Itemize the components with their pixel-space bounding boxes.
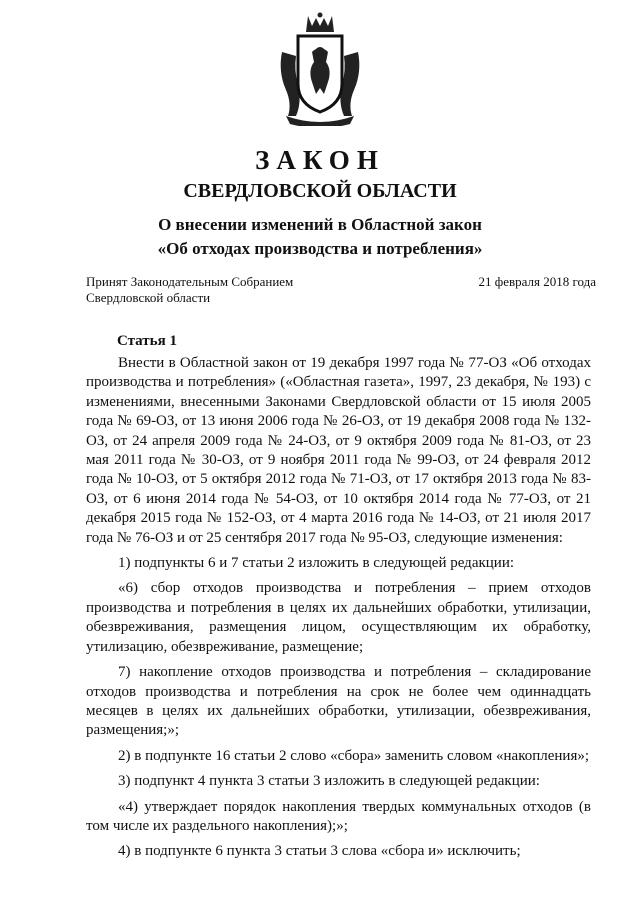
coat-of-arms-icon	[276, 12, 364, 126]
adoption-line-2: Свердловской области	[86, 290, 211, 305]
law-heading-line-2: «Об отходах производства и потребления»	[157, 239, 483, 258]
article-body	[86, 354, 591, 862]
law-heading	[0, 213, 640, 261]
adoption-info	[86, 274, 293, 306]
adoption-line-1: Принят Законодательным Собранием	[86, 274, 294, 289]
document-subtitle: СВЕРДЛОВСКОЙ ОБЛАСТИ	[183, 180, 457, 202]
law-heading-line-1: О внесении изменений в Областной закон	[158, 215, 482, 234]
document-title: ЗАКОН	[255, 145, 385, 175]
article-paragraph: Внести в Областной закон от 19 декабря 1997 года № 77-ОЗ «Об отходах производства и потребления» («Областная газета», 1997, 23 декабря, № 193) с изменениями, внесенными Законами Свердловской области от 15 июля 2005 года № 69-ОЗ, от 13 июня 2006 года № 26-ОЗ, от 19 декабря 2008 года № 132-ОЗ, от 24 апреля 2009 года № 24-ОЗ, от 9 октября 2009 года № 81-ОЗ, от 23 мая 2011 года № 30-ОЗ, от 9 ноября 2011 года № 99-ОЗ, от 24 февраля 2012 года № 10-ОЗ, от 5 октября 2012 года № 71-ОЗ, от 17 октября 2013 года № 83-ОЗ, от 6 июня 2014 года № 54-ОЗ, от 10 октября 2014 года № 77-ОЗ, от 21 декабря 2015 года № 152-ОЗ, от 4 марта 2016 года № 14-ОЗ, от 21 июля 2017 года № 76-ОЗ и от 25 сентября 2017 года № 95-ОЗ, следующие изменения:	[86, 355, 591, 546]
article-paragraph: «6) сбор отходов производства и потребления – прием отходов производства и потребления в целях их дальнейших обработки, утилизации, обезвреживания, размещения лицом, осуществляющим их обработку, утилизацию, обезвреживание, размещение;	[86, 580, 591, 655]
article-paragraph: 2) в подпункте 16 статьи 2 слово «сбора» заменить словом «накопления»;	[118, 747, 590, 764]
article-paragraph: 1) подпункты 6 и 7 статьи 2 изложить в следующей редакции:	[118, 555, 515, 572]
article-paragraph: 7) накопление отходов производства и потребления – складирование отходов производства и потребления на срок не более чем одиннадцать месяцев в целях их дальнейших обработки, утилизации, обезвреживания, размещения;»;	[86, 664, 591, 739]
article-paragraph: «4) утверждает порядок накопления твердых коммунальных отходов (в том числе их раздельного накопления);»;	[86, 798, 591, 834]
adoption-date: 21 февраля 2018 года	[478, 274, 596, 289]
article-title: Статья 1	[117, 333, 177, 349]
article-paragraph: 3) подпункт 4 пункта 3 статьи 3 изложить в следующей редакции:	[118, 773, 540, 790]
article-paragraph: 4) в подпункте 6 пункта 3 статьи 3 слова «сбора и» исключить;	[118, 843, 521, 860]
